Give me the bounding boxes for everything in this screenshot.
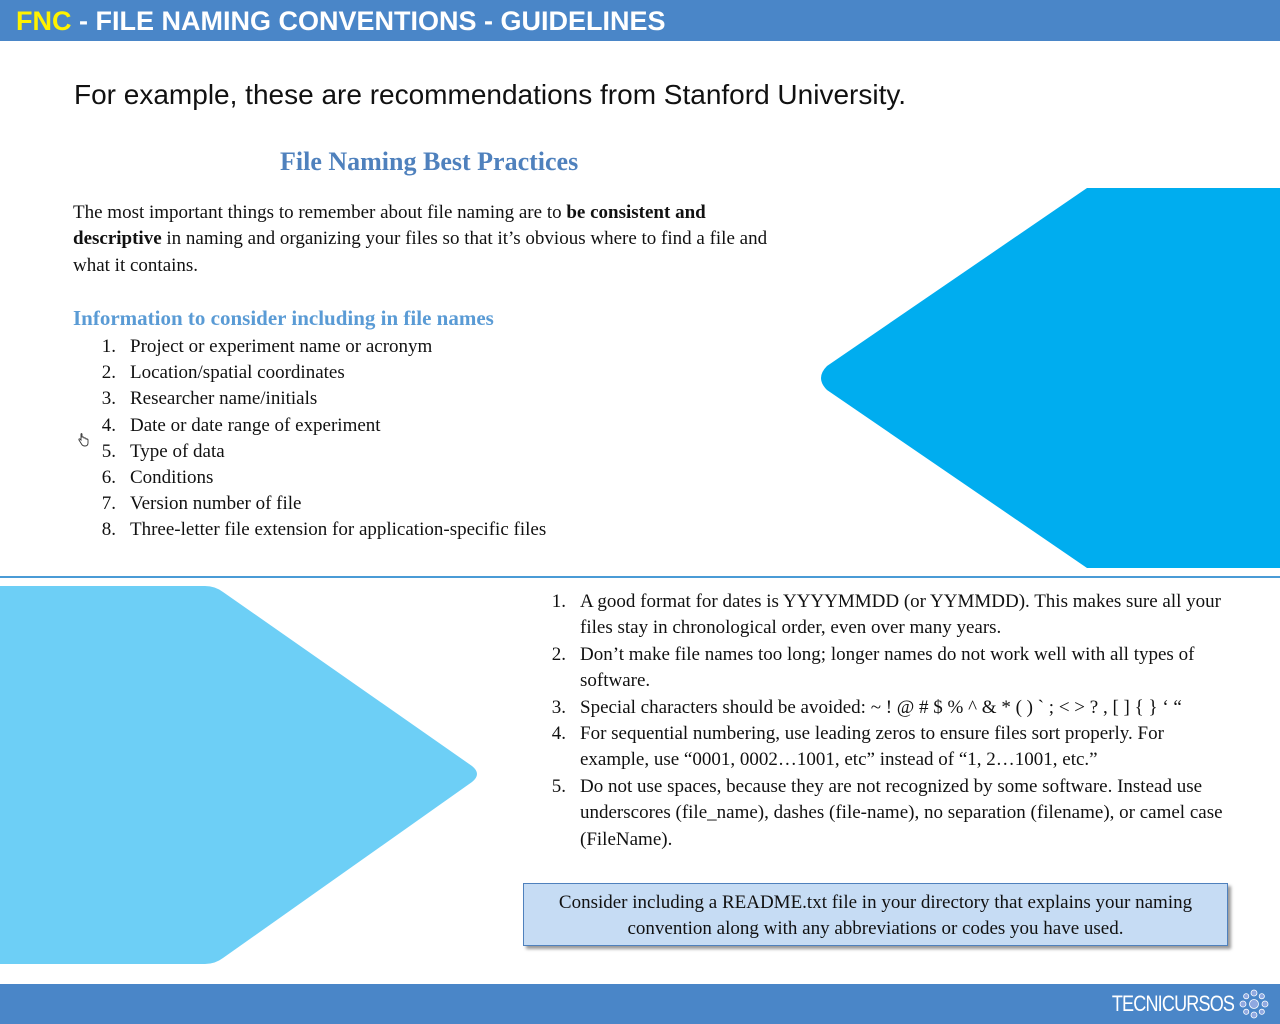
info-subheading: Information to consider including in file names: [73, 306, 494, 330]
list-item: [73, 334, 633, 360]
list-number: 1.: [551, 591, 566, 612]
list-number: 3.: [101, 388, 116, 410]
intro-paragraph: [73, 200, 793, 279]
list-number: 8.: [101, 519, 116, 541]
list-item: [73, 386, 633, 412]
list-text: Researcher name/initials: [130, 388, 318, 410]
list-item: [73, 360, 633, 386]
list-text: Conditions: [130, 466, 214, 488]
hand-cursor-icon: [77, 433, 89, 447]
list-number: 5.: [101, 440, 116, 462]
list-number: 2.: [551, 643, 566, 665]
list-text: For sequential numbering, use leading zeros to ensure files sort properly. For example, use “0001, 0002…1001, etc” instead of “1, 2…1001, etc.”: [580, 723, 1164, 771]
info-list: [73, 334, 633, 544]
list-text: A good format for dates is YYYYMMDD (or YYMMDD). This makes sure all your files stay in chronological order, even over many years.: [580, 591, 1221, 639]
list-item: [540, 721, 1240, 774]
tips-list: [540, 589, 1240, 853]
decorative-shape-bottom: [0, 586, 485, 966]
list-item: [540, 642, 1240, 695]
paragraph-lead: The most important things to remember about file naming are to: [73, 202, 567, 223]
list-text: Special characters should be avoided: ~ ! @ # $ % ^ & * ( ) ` ; < > ? , [ ] { } ‘ “: [580, 696, 1182, 718]
list-text: Three-letter file extension for application-specific files: [130, 519, 547, 541]
list-item: [73, 439, 633, 465]
document-title: File Naming Best Practices: [280, 147, 579, 176]
list-number: 6.: [101, 466, 116, 488]
list-text: Type of data: [130, 440, 225, 462]
header-bar: [0, 0, 1280, 41]
title-acronym: FNC: [16, 6, 72, 36]
list-number: 5.: [551, 775, 566, 797]
section-divider: [0, 576, 1280, 578]
paragraph-bold: be consistent and descriptive: [73, 202, 706, 250]
list-text: Date or date range of experiment: [130, 414, 381, 436]
readme-note: Consider including a README.txt file in your directory that explains your naming convention along with any abbreviations or codes you have used.: [523, 883, 1228, 946]
list-number: 2.: [101, 362, 116, 384]
list-text: Location/spatial coordinates: [130, 362, 345, 384]
list-number: 4.: [551, 723, 566, 745]
list-item: [73, 517, 633, 543]
paragraph-rest: in naming and organizing your files so that it’s obvious where to find a file and what it contains.: [73, 228, 768, 276]
list-item: [540, 589, 1240, 642]
decorative-shape-top: [815, 188, 1280, 568]
list-text: Version number of file: [130, 493, 302, 515]
intro-text: For example, these are recommendations from Stanford University.: [74, 79, 907, 110]
list-item: [73, 491, 633, 517]
list-item: [540, 774, 1240, 853]
footer-bar: [0, 984, 1280, 1024]
slide-title: [16, 4, 666, 38]
list-number: 3.: [551, 696, 566, 718]
list-number: 4.: [101, 414, 116, 436]
list-text: Don’t make file names too long; longer names do not work well with all types of software.: [580, 643, 1195, 692]
list-item: [540, 695, 1240, 721]
brand-name: TECNICURSOS: [1111, 991, 1234, 1016]
tecnicursos-logo-icon: [1238, 988, 1270, 1020]
list-text: Do not use spaces, because they are not recognized by some software. Instead use underscores (file_name), dashes (file-name), no separation (filename), or camel case (FileName).: [580, 775, 1223, 850]
title-text: - FILE NAMING CONVENTIONS - GUIDELINES: [71, 6, 666, 36]
list-text: Project or experiment name or acronym: [130, 336, 433, 357]
list-number: 1.: [101, 336, 116, 357]
list-item: [73, 465, 633, 491]
list-item: [73, 413, 633, 439]
list-number: 7.: [101, 493, 116, 515]
